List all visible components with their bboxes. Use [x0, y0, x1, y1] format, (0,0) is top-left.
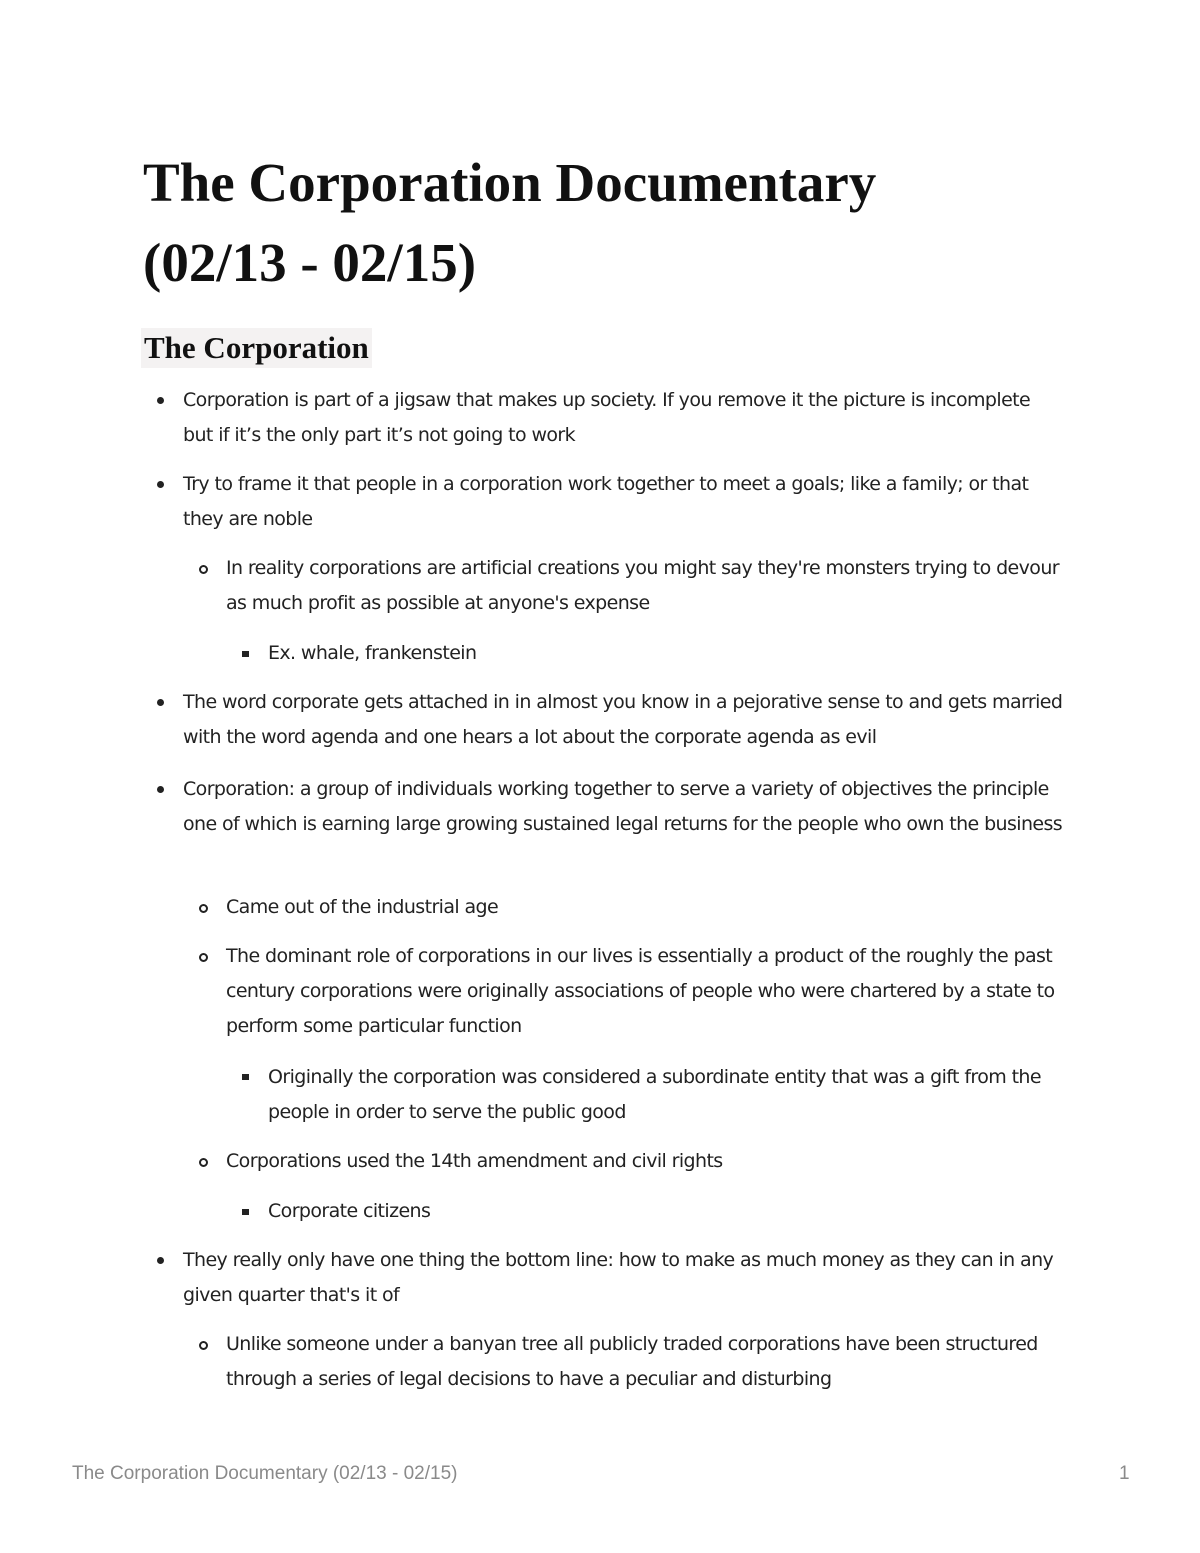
document-title — [143, 143, 1063, 303]
title-line-2: (02/13 - 02/15) — [143, 232, 477, 293]
list-item: They really only have one thing the bottom line: how to make as much money as they can in any given quarter that's it of — [183, 1249, 1054, 1306]
bullet-circle-icon — [199, 1158, 208, 1167]
bullet-square-icon — [242, 1209, 249, 1215]
bullet-disc-icon — [157, 1257, 164, 1264]
list-item: Corporate citizens — [268, 1200, 431, 1222]
bullet-circle-icon — [199, 953, 208, 962]
list-item: In reality corporations are artificial creations you might say they're monsters trying to devour as much profit as possible at anyone's expense — [226, 557, 1059, 614]
section-heading: The Corporation — [141, 328, 372, 368]
list-item: Try to frame it that people in a corporation work together to meet a goals; like a family; or that they are noble — [183, 473, 1029, 530]
list-item: Ex. whale, frankenstein — [268, 642, 477, 664]
list-item: The dominant role of corporations in our lives is essentially a product of the roughly the past century corporations were originally associations of people who were chartered by a state to perform some particular function — [226, 945, 1055, 1037]
list-item: Unlike someone under a banyan tree all publicly traded corporations have been structured through a series of legal decisions to have a peculiar and disturbing — [226, 1333, 1038, 1390]
list-item: Corporation is part of a jigsaw that makes up society. If you remove it the picture is incomplete but if it’s the only part it’s not going to work — [183, 389, 1031, 446]
bullet-circle-icon — [199, 1341, 208, 1350]
bullet-disc-icon — [157, 786, 164, 793]
bullet-square-icon — [242, 651, 249, 657]
list-item: Corporations used the 14th amendment and civil rights — [226, 1150, 723, 1172]
bullet-disc-icon — [157, 481, 164, 488]
list-item: The word corporate gets attached in in almost you know in a pejorative sense to and gets married with the word agenda and one hears a lot about the corporate agenda as evil — [183, 691, 1063, 748]
bullet-circle-icon — [199, 565, 208, 574]
list-item: Originally the corporation was considered a subordinate entity that was a gift from the people in order to serve the public good — [268, 1066, 1041, 1123]
bullet-circle-icon — [199, 904, 208, 913]
bullet-disc-icon — [157, 397, 164, 404]
footer-title: The Corporation Documentary (02/13 - 02/15) — [72, 1463, 458, 1484]
bullet-square-icon — [242, 1074, 249, 1080]
list-item: Came out of the industrial age — [226, 896, 499, 918]
list-item: Corporation: a group of individuals working together to serve a variety of objectives the principle one of which is earning large growing sustained legal returns for the people who own the business — [183, 778, 1063, 835]
page-number: 1 — [1119, 1463, 1130, 1484]
bullet-disc-icon — [157, 699, 164, 706]
title-line-1: The Corporation Documentary — [143, 152, 877, 213]
